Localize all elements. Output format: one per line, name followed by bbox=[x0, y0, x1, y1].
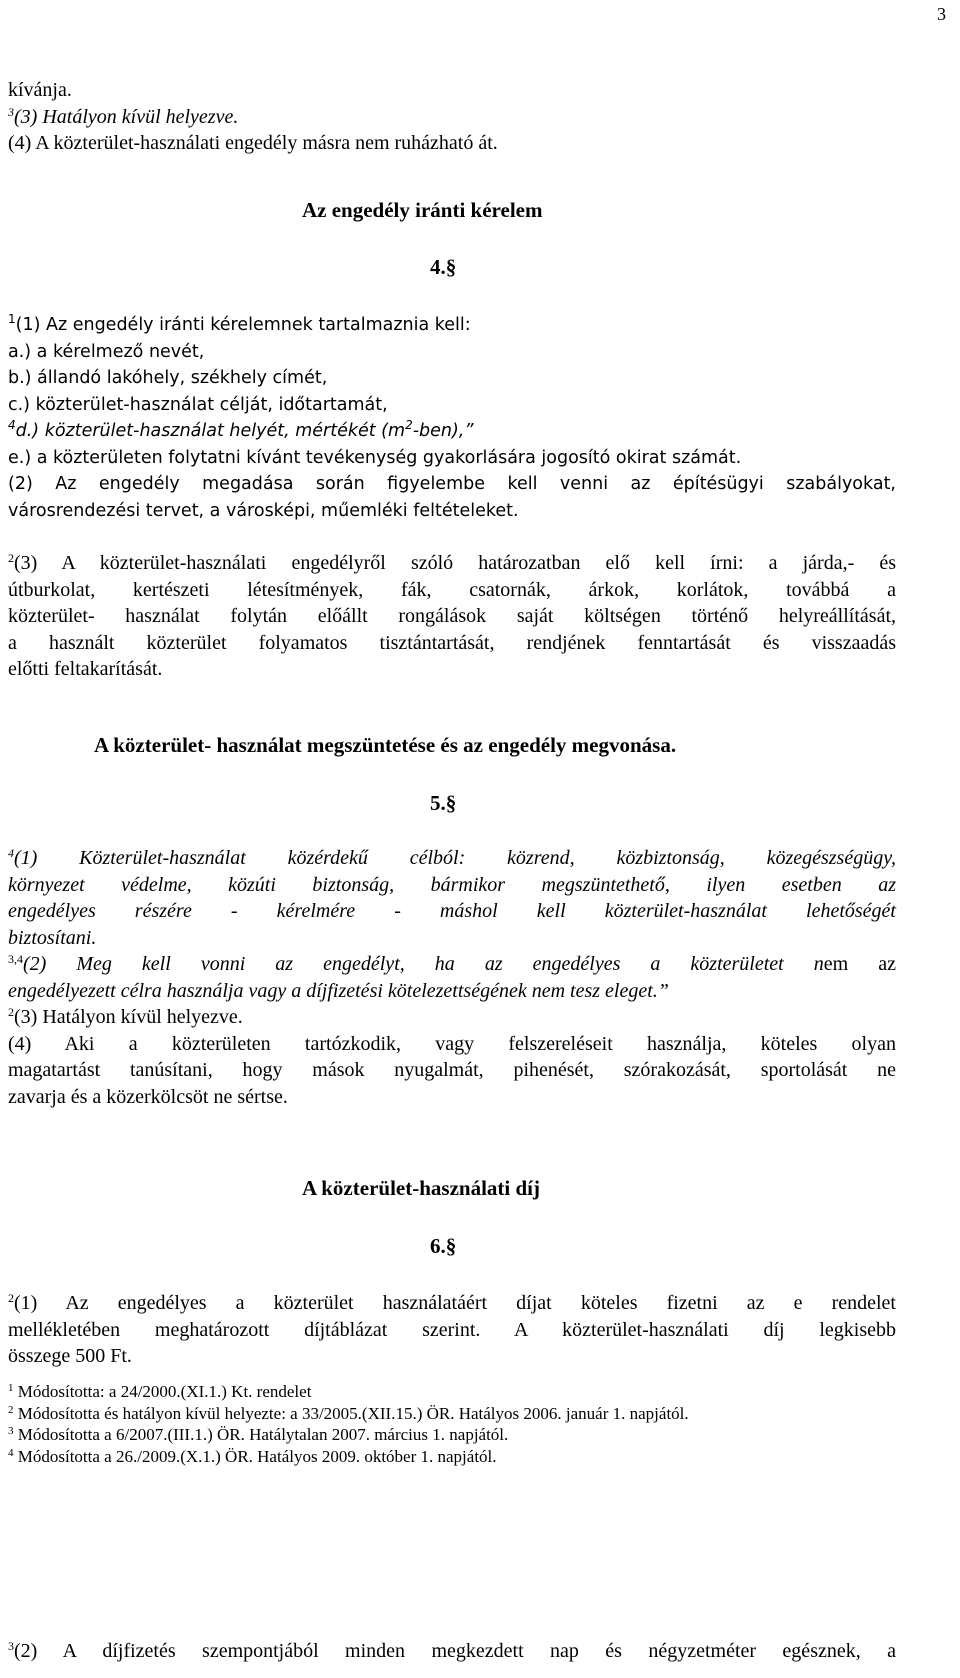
paragraph-4-line: zavarja és a közerkölcsöt ne sértse. bbox=[8, 1085, 288, 1108]
paragraph-2-line: $^3$(2) A díjfizetés szempontjából minden megkezdett nap és négyzetméter egésznek, a bbox=[8, 1639, 896, 1662]
footnote-ref: 2 bbox=[8, 1005, 14, 1019]
paragraph-3-repealed: $^2$(3) Hatályon kívül helyezve. bbox=[8, 1005, 243, 1028]
section-number-6: 6.§ bbox=[430, 1234, 457, 1258]
section-number-5: 5.§ bbox=[430, 791, 457, 815]
paragraph-4: (4) A közterület-használati engedély másra nem ruházható át. bbox=[8, 132, 498, 154]
paragraph-1-line: biztosítani. bbox=[8, 926, 97, 949]
next-page-block bbox=[8, 1638, 896, 1665]
paragraph-3-line: közterület- használat folytán előállt rongálások saját költségen történő helyreállítását, bbox=[8, 605, 896, 627]
paragraph-2-line: (2) Az engedély megadása során figyelembe kell venni az építésügyi szabályokat, bbox=[8, 474, 896, 494]
paragraph-1: $^1$(1) Az engedély iránti kérelemnek tartalmaznia kell: bbox=[8, 312, 471, 335]
list-item-d: $^4$d.) közterület-használat helyét, mértékét $(m^2-ben)$,” bbox=[8, 418, 474, 441]
footnote-2: $^2$ Módosította és hatályon kívül helyezte: a 33/2005.(XII.15.) ÖR. Hatályos 2006. január 1. napjától. bbox=[8, 1403, 689, 1423]
list-item-a: a.) a kérelmező nevét, bbox=[8, 341, 205, 362]
list-item-c: c.) közterület-használat célját, időtartamát, bbox=[8, 394, 388, 415]
footnote-ref: 4 bbox=[8, 846, 14, 860]
heading-permit-request: Az engedély iránti kérelem bbox=[302, 198, 543, 222]
paragraph-2-line: engedélyezett célra használja vagy a díjfizetési kötelezettségének nem tesz eleget.” bbox=[8, 979, 669, 1002]
heading-fee: A közterület-használati díj bbox=[302, 1176, 540, 1200]
footnote-ref: 2 bbox=[8, 1291, 14, 1305]
paragraph-1-line: mellékletében meghatározott díjtáblázat szerint. A közterület-használati díj legkisebb bbox=[8, 1318, 896, 1341]
paragraph-2-line: $^{3,4}$(2) Meg kell vonni az engedélyt, ha az engedélyes a közterületet nem az bbox=[8, 952, 897, 975]
footnote-ref: 4 bbox=[8, 418, 16, 432]
footnote-4: $^4$ Módosította a 26./2009.(X.1.) ÖR. Hatályos 2009. október 1. napjától. bbox=[8, 1446, 497, 1466]
footnote-1: $^1$ Módosította: a 24/2000.(XI.1.) Kt. rendelet bbox=[8, 1382, 312, 1401]
paragraph-1-line: engedélyes részére - kérelmére - máshol kell közterület-használat lehetőségét bbox=[8, 900, 896, 922]
paragraph-1-line: környezet védelme, közúti biztonság, bármikor megszüntethető, ilyen esetben az bbox=[8, 873, 896, 896]
paragraph-3-repealed: $^3$(3) Hatályon kívül helyezve. bbox=[8, 104, 239, 128]
list-item-e: e.) a közterületen folytatni kívánt tevékenység gyakorlására jogosító okirat számát. bbox=[8, 447, 742, 468]
paragraph-1-line: $^2$(1) Az engedélyes a közterület használatáért díjat köteles fizetni az e rendelet bbox=[8, 1291, 896, 1314]
section-4-block bbox=[8, 312, 896, 524]
footnote-ref: 3 bbox=[8, 104, 14, 119]
section-number-4: 4.§ bbox=[430, 255, 457, 279]
paragraph-4-line: magatartást tanúsítani, hogy mások nyugalmát, pihenését, szórakozását, sportolását ne bbox=[8, 1059, 896, 1081]
paragraph-3-line: útburkolat, kertészeti létesítmények, fák, csatornák, árkok, korlátok, továbbá a bbox=[8, 578, 896, 601]
footnotes bbox=[8, 1381, 896, 1467]
paragraph-3-line: a használt közterület folyamatos tisztántartását, rendjének fenntartását és visszaadás bbox=[8, 631, 896, 654]
paragraph-4-line: (4) Aki a közterületen tartózkodik, vagy felszereléseit használja, köteles olyan bbox=[8, 1032, 896, 1055]
paragraph-line: kívánja. bbox=[8, 79, 72, 101]
paragraph-1-line: összege 500 Ft. bbox=[8, 1345, 132, 1367]
section-5-block bbox=[8, 845, 896, 1110]
footnote-ref: 1 bbox=[8, 312, 16, 326]
footnote-3: $^3$ Módosította a 6/2007.(III.1.) ÖR. Hatálytalan 2007. március 1. napjától. bbox=[8, 1425, 509, 1444]
footnote-ref: 2 bbox=[8, 551, 14, 565]
paragraph-3-line: előtti feltakarítását. bbox=[8, 658, 163, 680]
paragraph-1-line: $^4$(1) Közterület-használat közérdekű célból: közrend, közbiztonság, közegészségügy, bbox=[8, 846, 896, 869]
intro-block bbox=[8, 77, 896, 157]
footnote-ref: 3 bbox=[8, 1639, 14, 1653]
section-6-block bbox=[8, 1290, 896, 1370]
paragraph-3-line: $^2$(3) A közterület-használati engedélyről szóló határozatban elő kell írni: a járda,- és bbox=[8, 551, 896, 574]
footnote-ref: 3,4 bbox=[8, 952, 23, 966]
heading-termination: A közterület- használat megszüntetése és az engedély megvonása. bbox=[94, 733, 677, 757]
paragraph-2-line: városrendezési tervet, a városképi, műemléki feltételeket. bbox=[8, 500, 519, 521]
page-number: 3 bbox=[937, 4, 946, 24]
paragraph-3-block bbox=[8, 550, 896, 683]
list-item-b: b.) állandó lakóhely, székhely címét, bbox=[8, 368, 328, 388]
